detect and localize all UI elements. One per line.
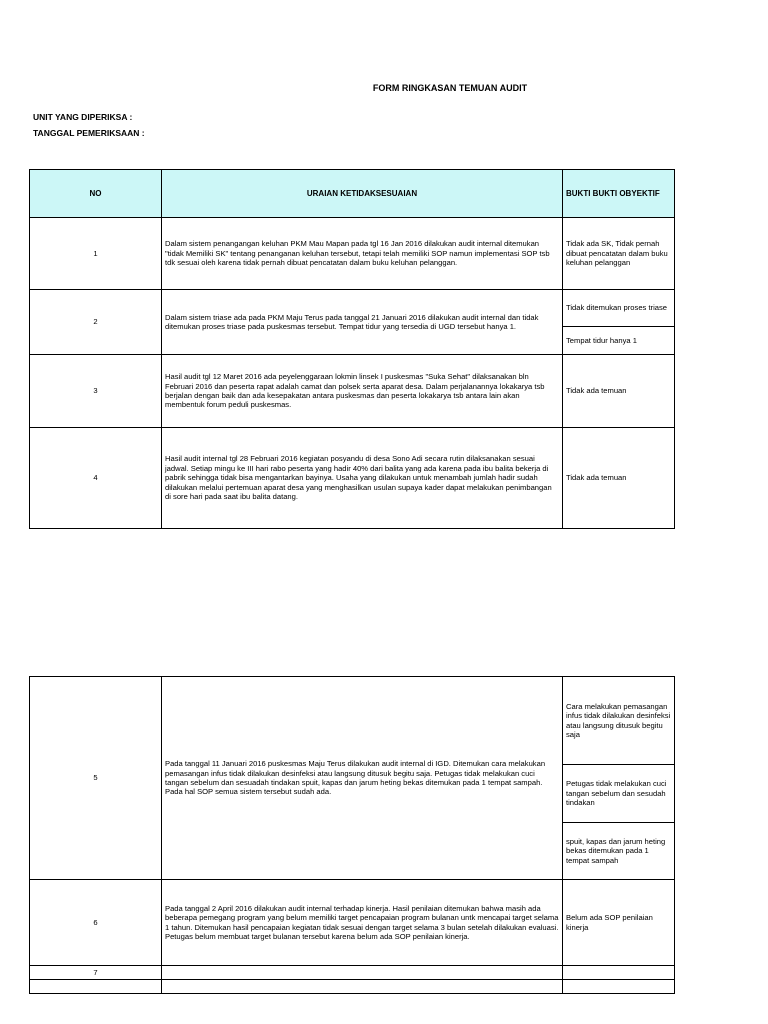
row-no: 6 [30, 880, 162, 966]
unit-label: UNIT YANG DIPERIKSA : [33, 112, 133, 122]
row-bukti: Tempat tidur hanya 1 [563, 327, 675, 355]
row-uraian [162, 966, 563, 980]
table-row [30, 980, 675, 994]
row-no: 5 [30, 677, 162, 880]
header-bukti: BUKTI BUKTI OBYEKTIF [563, 170, 675, 218]
table-row [30, 218, 675, 290]
tanggal-label: TANGGAL PEMERIKSAAN : [33, 128, 145, 138]
row-bukti: Tidak ada SK, Tidak pernah dibuat pencatatan dalam buku keluhan pelanggan [563, 218, 675, 290]
row-uraian: Dalam sistem penangangan keluhan PKM Mau Mapan pada tgl 16 Jan 2016 dilakukan audit internal ditemukan "tidak Memiliki SK" tentang penanganan keluhan tersebut, tetapi telah memiliki SOP namun implementasi SOP tsb tdk sesuai oleh karena tidak pernah dibuat pencatatan dalam buku keluhan pelanggan. [162, 218, 563, 290]
row-bukti: spuit, kapas dan jarum heting bekas ditemukan pada 1 tempat sampah [563, 823, 675, 880]
row-bukti: Tidak ada temuan [563, 428, 675, 529]
table-header-row [30, 170, 675, 218]
row-bukti: Belum ada SOP penilaian kinerja [563, 880, 675, 966]
row-uraian [162, 980, 563, 994]
row-no: 1 [30, 218, 162, 290]
row-bukti: Petugas tidak melakukan cuci tangan sebelum dan sesudah tindakan [563, 765, 675, 823]
header-uraian: URAIAN KETIDAKSESUAIAN [162, 170, 563, 218]
table-row [30, 290, 675, 327]
row-bukti: Tidak ada temuan [563, 355, 675, 428]
row-bukti [563, 966, 675, 980]
row-uraian: Hasil audit tgl 12 Maret 2016 ada peyelenggaraan lokmin linsek I puskesmas "Suka Sehat" dilaksanakan bln Februari 2016 dan peserta rapat adalah camat dan polsek serta aparat desa. Dalam perjalanannya lokakarya tsb berjalan dengan baik dan ada kesepakatan antara puskesmas dan peserta lokakarya tsb antara lain akan membentuk forum peduli puskesmas. [162, 355, 563, 428]
header-no: NO [30, 170, 162, 218]
table-row [30, 966, 675, 980]
row-no: 2 [30, 290, 162, 355]
table-row [30, 677, 675, 765]
table-row [30, 355, 675, 428]
row-uraian: Pada tanggal 2 April 2016 dilakukan audit internal terhadap kinerja. Hasil penilaian ditemukan bahwa masih ada beberapa pemegang program yang belum memiliki target pencapaian program bulanan untk mencapai target selama 1 tahun. Ditemukan hasil pencapaian kegiatan tidak sesuai dengan target selama 3 bulan setelah dilakukan evaluasi. Petugas belum membuat target bulanan tersebut karena belum ada SOP penilaian kinerja. [162, 880, 563, 966]
row-uraian: Hasil audit internal tgl 28 Februari 2016 kegiatan posyandu di desa Sono Adi secara rutin dilaksanakan sesuai jadwal. Setiap mingu ke III hari rabo peserta yang hadir 40% dari balita yang ada karena pada ibu balita bekerja di pabrik sehingga tidak bisa mengantarkan bayinya. Usaha yang dilakukan untuk menambah jumlah hadir sudah dilakukan melalui pertemuan aparat desa yang menghasilkan usulan supaya kader dapat melakukan penimbangan di sore hari pada saat ibu balita datang. [162, 428, 563, 529]
row-bukti: Cara melakukan pemasangan infus tidak dilakukan desinfeksi atau langsung ditusuk begitu saja [563, 677, 675, 765]
row-uraian: Pada tanggal 11 Januari 2016 puskesmas Maju Terus dilakukan audit internal di IGD. Ditemukan cara melakukan pemasangan infus tidak dilakukan desinfeksi atau langsung ditusuk begitu saja. Petugas tidak melakukan cuci tangan sebelum dan sesuadah tindakan spuit, kapas dan jarum heting bekas ditemukan pada 1 tempat sampah. Pada hal SOP semua sistem tersebut sudah ada. [162, 677, 563, 880]
row-no: 4 [30, 428, 162, 529]
table-row [30, 428, 675, 529]
row-uraian: Dalam sistem triase ada pada PKM Maju Terus pada tanggal 21 Januari 2016 dilakukan audit internal dan tidak ditemukan proses triase pada puskesmas tersebut. Tempat tidur yang tersedia di UGD tersebut hanya 1. [162, 290, 563, 355]
audit-table [29, 169, 675, 529]
row-bukti: Tidak ditemukan proses triase [563, 290, 675, 327]
row-no: 7 [30, 966, 162, 980]
row-bukti [563, 980, 675, 994]
form-title: FORM RINGKASAN TEMUAN AUDIT [372, 83, 528, 93]
row-no: 3 [30, 355, 162, 428]
table-row [30, 880, 675, 966]
audit-table-continued [29, 676, 675, 994]
row-no [30, 980, 162, 994]
